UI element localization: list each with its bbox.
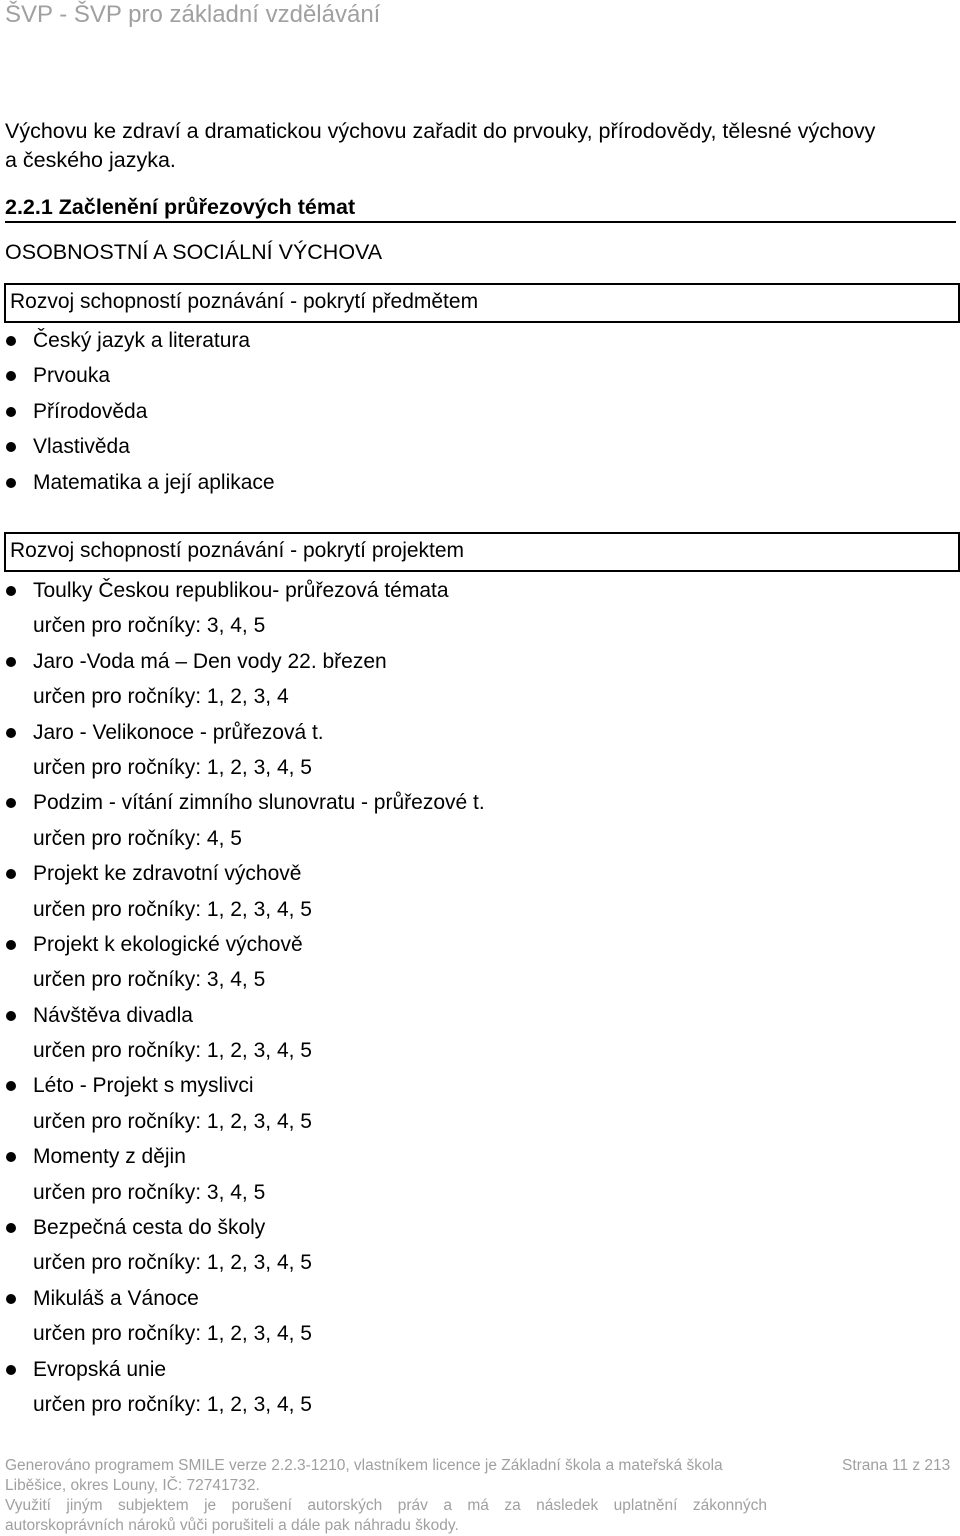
project-name: Mikuláš a Vánoce <box>33 1286 199 1310</box>
bullet-icon <box>6 478 16 488</box>
projects-heading-box: Rozvoj schopností poznávání - pokrytí projektem <box>4 532 960 572</box>
subjects-heading-box: Rozvoj schopností poznávání - pokrytí předmětem <box>4 283 960 323</box>
bullet-icon <box>6 442 16 452</box>
page-number: Strana 11 z 213 <box>842 1457 951 1474</box>
subject-name: Vlastivěda <box>33 435 130 459</box>
project-grades: určen pro ročníky: 1, 2, 3, 4, 5 <box>33 1322 312 1346</box>
project-grades: určen pro ročníky: 3, 4, 5 <box>33 968 266 992</box>
project-name: Projekt k ekologické výchově <box>33 932 303 956</box>
footer-line-4: autorskoprávních nároků vůči porušiteli a dále pak náhradu škody. <box>5 1517 459 1534</box>
bullet-icon <box>6 407 16 417</box>
project-name: Návštěva divadla <box>33 1003 193 1027</box>
subject-name: Prvouka <box>33 364 111 388</box>
bullet-icon <box>6 586 16 596</box>
list-item <box>0 429 275 464</box>
bullet-icon <box>6 940 16 950</box>
bullet-icon <box>6 869 16 879</box>
project-grades: určen pro ročníky: 1, 2, 3, 4, 5 <box>33 1251 312 1275</box>
subject-name: Matematika a její aplikace <box>33 470 275 494</box>
project-row <box>0 715 485 750</box>
project-name: Evropská unie <box>33 1357 167 1381</box>
bullet-icon <box>6 1081 16 1091</box>
project-grades: určen pro ročníky: 1, 2, 3, 4, 5 <box>33 1039 312 1063</box>
project-row <box>0 927 485 962</box>
bullet-icon <box>6 371 16 381</box>
project-name: Projekt ke zdravotní výchově <box>33 862 302 886</box>
project-name: Jaro - Velikonoce - průřezová t. <box>33 720 324 744</box>
project-row <box>0 785 485 820</box>
project-item <box>0 785 485 856</box>
project-item <box>0 573 485 644</box>
project-grades: určen pro ročníky: 4, 5 <box>33 826 242 850</box>
project-grades: určen pro ročníky: 3, 4, 5 <box>33 614 266 638</box>
project-grades: určen pro ročníky: 1, 2, 3, 4 <box>33 685 289 709</box>
bullet-icon <box>6 798 16 808</box>
project-item <box>0 998 485 1069</box>
project-item <box>0 1139 485 1210</box>
list-item <box>0 394 275 429</box>
project-row <box>0 998 485 1033</box>
intro-line-2: a českého jazyka. <box>5 148 176 172</box>
project-item <box>0 1210 485 1281</box>
project-row <box>0 1139 485 1174</box>
project-item <box>0 644 485 715</box>
project-name: Bezpečná cesta do školy <box>33 1216 266 1240</box>
projects-list <box>0 573 485 1422</box>
project-grades: určen pro ročníky: 1, 2, 3, 4, 5 <box>33 755 312 779</box>
project-grades: určen pro ročníky: 1, 2, 3, 4, 5 <box>33 1109 312 1133</box>
project-item <box>0 715 485 786</box>
project-row <box>0 1281 485 1316</box>
project-row <box>0 573 485 608</box>
bullet-icon <box>6 657 16 667</box>
project-grades: určen pro ročníky: 1, 2, 3, 4, 5 <box>33 1392 312 1416</box>
project-item <box>0 927 485 998</box>
document-header-title: ŠVP - ŠVP pro základní vzdělávání <box>5 1 381 28</box>
project-row <box>0 644 485 679</box>
bullet-icon <box>6 336 16 346</box>
project-row <box>0 856 485 891</box>
subject-name: Přírodověda <box>33 399 148 423</box>
project-name: Léto - Projekt s myslivci <box>33 1074 254 1098</box>
project-name: Momenty z dějin <box>33 1145 186 1169</box>
project-grades: určen pro ročníky: 1, 2, 3, 4, 5 <box>33 897 312 921</box>
project-item <box>0 1352 485 1423</box>
bullet-icon <box>6 728 16 738</box>
project-item <box>0 1068 485 1139</box>
intro-line-1: Výchovu ke zdraví a dramatickou výchovu zařadit do prvouky, přírodovědy, tělesné výchovy <box>5 119 876 143</box>
intro-paragraph <box>5 117 960 175</box>
list-item <box>0 358 275 393</box>
bullet-icon <box>6 1223 16 1233</box>
list-item <box>0 323 275 358</box>
subjects-list <box>0 323 275 500</box>
footer-line-1: Generováno programem SMILE verze 2.2.3-1210, vlastníkem licence je Základní škola a mateřská škola <box>5 1457 723 1474</box>
project-row <box>0 1352 485 1387</box>
subject-name: Český jazyk a literatura <box>33 329 251 352</box>
project-name: Podzim - vítání zimního slunovratu - průřezové t. <box>33 791 485 815</box>
project-grades: určen pro ročníky: 3, 4, 5 <box>33 1180 266 1204</box>
subsection-title: OSOBNOSTNÍ A SOCIÁLNÍ VÝCHOVA <box>5 240 383 264</box>
bullet-icon <box>6 1365 16 1375</box>
project-row <box>0 1210 485 1245</box>
bullet-icon <box>6 1011 16 1021</box>
list-item <box>0 465 275 500</box>
bullet-icon <box>6 1294 16 1304</box>
project-item <box>0 1281 485 1352</box>
section-title: 2.2.1 Začlenění průřezových témat <box>5 193 956 223</box>
bullet-icon <box>6 1152 16 1162</box>
footer-line-3: Využití jiným subjektem je porušení autorských práv a má za následek uplatnění zákonných <box>5 1497 767 1514</box>
footer-license <box>5 1456 775 1536</box>
project-row <box>0 1068 485 1103</box>
project-name: Jaro -Voda má – Den vody 22. březen <box>33 649 387 673</box>
footer-line-2: Liběšice, okres Louny, IČ: 72741732. <box>5 1477 260 1494</box>
project-item <box>0 856 485 927</box>
project-name: Toulky Českou republikou- průřezová témata <box>33 579 449 602</box>
